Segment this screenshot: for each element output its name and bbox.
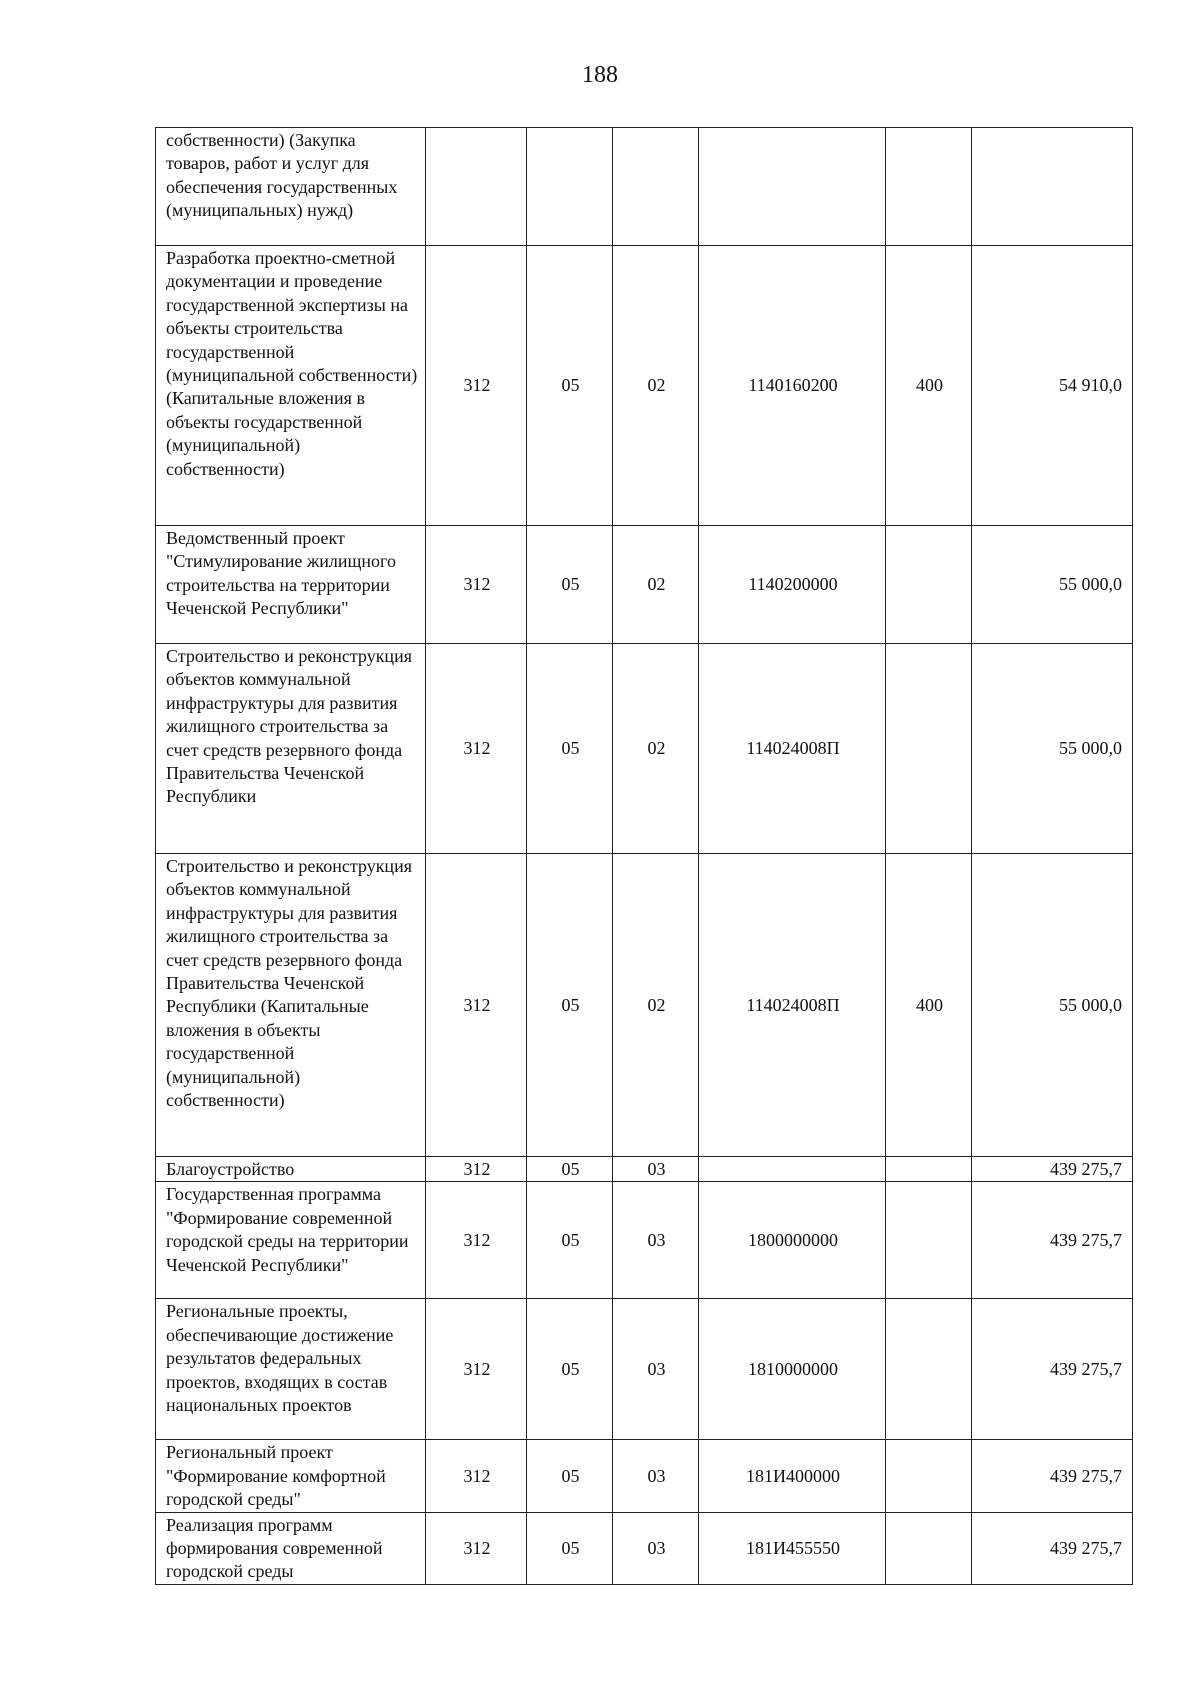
- admin-code-cell: 312: [426, 644, 527, 854]
- table-row: [156, 854, 1133, 1157]
- amount-cell: 55 000,0: [972, 854, 1133, 1157]
- section-code-cell: [527, 128, 613, 246]
- admin-code-cell: 312: [426, 1440, 527, 1512]
- section-code-cell: 05: [527, 246, 613, 526]
- target-article-cell: 1140200000: [699, 526, 886, 644]
- expense-type-cell: [886, 128, 972, 246]
- section-code-cell: 05: [527, 1299, 613, 1440]
- admin-code-cell: 312: [426, 854, 527, 1157]
- target-article-cell: [699, 1157, 886, 1182]
- amount-cell: 55 000,0: [972, 644, 1133, 854]
- section-code-cell: 05: [527, 1182, 613, 1299]
- admin-code-cell: 312: [426, 246, 527, 526]
- budget-table: [155, 127, 1133, 1585]
- admin-code-cell: 312: [426, 526, 527, 644]
- section-code-cell: 05: [527, 854, 613, 1157]
- section-code-cell: 05: [527, 1157, 613, 1182]
- table-row: [156, 1182, 1133, 1299]
- amount-cell: 439 275,7: [972, 1512, 1133, 1584]
- expense-name-cell: Региональные проекты, обеспечивающие достижение результатов федеральных проектов, входящих в состав национальных проектов: [156, 1299, 426, 1440]
- admin-code-cell: [426, 128, 527, 246]
- target-article-cell: [699, 128, 886, 246]
- table-row: [156, 1299, 1133, 1440]
- subsection-code-cell: 03: [613, 1512, 699, 1584]
- table-row: [156, 1440, 1133, 1512]
- page-number: 188: [582, 62, 618, 88]
- section-code-cell: 05: [527, 1512, 613, 1584]
- table-row: [156, 526, 1133, 644]
- amount-cell: 439 275,7: [972, 1440, 1133, 1512]
- amount-cell: [972, 128, 1133, 246]
- target-article-cell: 114024008П: [699, 644, 886, 854]
- subsection-code-cell: 03: [613, 1299, 699, 1440]
- expense-name-cell: Строительство и реконструкция объектов коммунальной инфраструктуры для развития жилищного строительства за счет средств резервного фонда Правительства Чеченской Республики (Капитальные вложения в объекты государственной (муниципальной) собственности): [156, 854, 426, 1157]
- subsection-code-cell: 03: [613, 1440, 699, 1512]
- target-article-cell: 181И400000: [699, 1440, 886, 1512]
- expense-name-cell: Ведомственный проект "Стимулирование жилищного строительства на территории Чеченской Республики": [156, 526, 426, 644]
- subsection-code-cell: 03: [613, 1157, 699, 1182]
- section-code-cell: 05: [527, 1440, 613, 1512]
- subsection-code-cell: 02: [613, 526, 699, 644]
- expense-name-cell: Благоустройство: [156, 1157, 426, 1182]
- target-article-cell: 114024008П: [699, 854, 886, 1157]
- subsection-code-cell: 02: [613, 644, 699, 854]
- expense-type-cell: [886, 1299, 972, 1440]
- subsection-code-cell: 03: [613, 1182, 699, 1299]
- expense-type-cell: [886, 1512, 972, 1584]
- expense-name-cell: Строительство и реконструкция объектов коммунальной инфраструктуры для развития жилищного строительства за счет средств резервного фонда Правительства Чеченской Республики: [156, 644, 426, 854]
- expense-name-cell: Реализация программ формирования современной городской среды: [156, 1512, 426, 1584]
- expense-type-cell: [886, 1182, 972, 1299]
- target-article-cell: 1800000000: [699, 1182, 886, 1299]
- expense-type-cell: [886, 644, 972, 854]
- table-row: [156, 1157, 1133, 1182]
- expense-type-cell: 400: [886, 246, 972, 526]
- expense-name-cell: Разработка проектно-сметной документации и проведение государственной экспертизы на объекты строительства государственной (муниципальной собственности) (Капитальные вложения в объекты государственной (муниципальной) собственности): [156, 246, 426, 526]
- section-code-cell: 05: [527, 644, 613, 854]
- expense-type-cell: [886, 526, 972, 644]
- expense-name-cell: Государственная программа "Формирование современной городской среды на территории Чеченской Республики": [156, 1182, 426, 1299]
- expense-type-cell: 400: [886, 854, 972, 1157]
- amount-cell: 439 275,7: [972, 1299, 1133, 1440]
- target-article-cell: 1140160200: [699, 246, 886, 526]
- expense-type-cell: [886, 1157, 972, 1182]
- subsection-code-cell: 02: [613, 854, 699, 1157]
- table-row: [156, 644, 1133, 854]
- section-code-cell: 05: [527, 526, 613, 644]
- amount-cell: 54 910,0: [972, 246, 1133, 526]
- target-article-cell: 181И455550: [699, 1512, 886, 1584]
- subsection-code-cell: 02: [613, 246, 699, 526]
- admin-code-cell: 312: [426, 1512, 527, 1584]
- budget-table-body: [156, 128, 1133, 1585]
- table-row: [156, 1512, 1133, 1584]
- target-article-cell: 1810000000: [699, 1299, 886, 1440]
- admin-code-cell: 312: [426, 1182, 527, 1299]
- admin-code-cell: 312: [426, 1299, 527, 1440]
- table-row: [156, 246, 1133, 526]
- amount-cell: 439 275,7: [972, 1182, 1133, 1299]
- admin-code-cell: 312: [426, 1157, 527, 1182]
- expense-name-cell: собственности) (Закупка товаров, работ и услуг для обеспечения государственных (муниципальных) нужд): [156, 128, 426, 246]
- subsection-code-cell: [613, 128, 699, 246]
- expense-type-cell: [886, 1440, 972, 1512]
- amount-cell: 439 275,7: [972, 1157, 1133, 1182]
- table-row: [156, 128, 1133, 246]
- expense-name-cell: Региональный проект "Формирование комфортной городской среды": [156, 1440, 426, 1512]
- amount-cell: 55 000,0: [972, 526, 1133, 644]
